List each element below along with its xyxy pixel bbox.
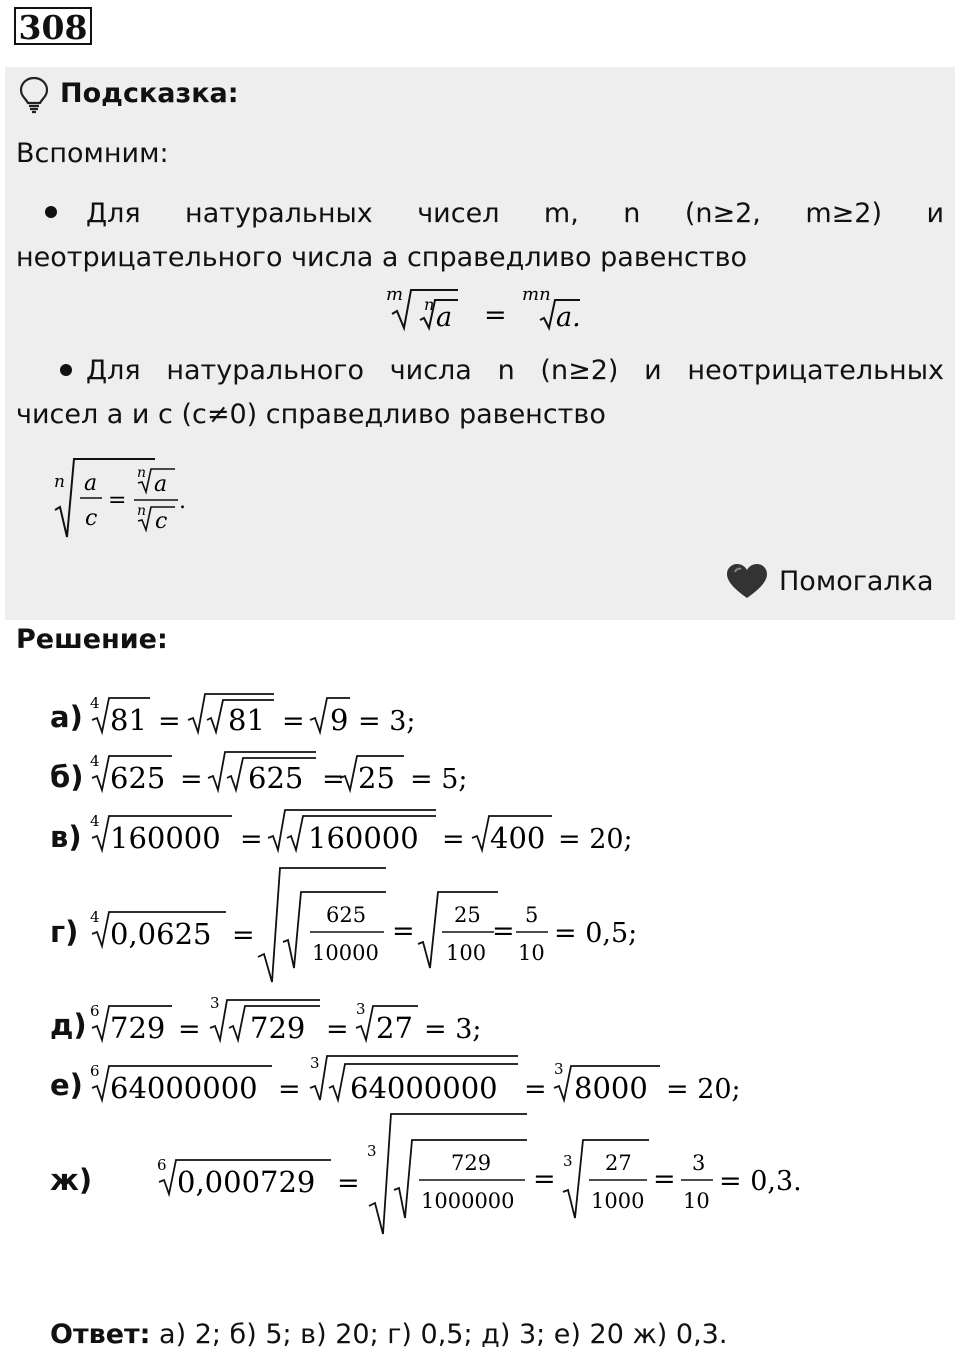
formula-nested-root	[380, 280, 620, 336]
svg-text:729: 729	[451, 1151, 492, 1175]
svg-text:n: n	[424, 295, 435, 314]
svg-text:10: 10	[683, 1189, 710, 1213]
svg-text:= 20;: = 20;	[666, 1074, 741, 1105]
svg-text:n: n	[137, 465, 147, 481]
item-label: б)	[50, 760, 84, 794]
svg-text:= 3;: = 3;	[424, 1014, 482, 1045]
svg-text:c: c	[155, 509, 168, 534]
solution-item-e	[50, 1068, 83, 1102]
hint-title: Подсказка:	[60, 78, 239, 109]
svg-text:mn: mn	[522, 284, 551, 305]
svg-text:160000: 160000	[110, 821, 221, 855]
svg-text:4: 4	[90, 812, 100, 830]
solution-item-zh	[50, 1163, 92, 1197]
problem-number: 308	[14, 7, 92, 45]
svg-text:3: 3	[563, 1152, 573, 1170]
svg-text:n: n	[54, 472, 65, 492]
svg-text:a.: a.	[556, 302, 581, 333]
svg-text:160000: 160000	[308, 821, 419, 855]
svg-text:27: 27	[605, 1151, 632, 1175]
svg-text:=: =	[653, 1164, 676, 1195]
svg-text:= 0,5;: = 0,5;	[554, 918, 638, 949]
svg-text:81: 81	[110, 703, 147, 737]
item-label: д)	[50, 1008, 87, 1042]
svg-text:0,000729: 0,000729	[177, 1165, 316, 1199]
heart-icon	[726, 563, 768, 601]
svg-text:27: 27	[376, 1011, 413, 1045]
svg-text:81: 81	[228, 703, 265, 737]
svg-text:9: 9	[330, 703, 349, 737]
answer	[50, 1319, 727, 1350]
solution-formula-g	[88, 862, 648, 986]
hint-intro: Вспомним:	[16, 138, 169, 169]
item-label: ж)	[50, 1163, 93, 1197]
svg-text:25: 25	[358, 761, 395, 795]
svg-text:=: =	[180, 764, 203, 795]
svg-text:.: .	[179, 489, 186, 514]
svg-text:=: =	[524, 1074, 547, 1105]
svg-text:729: 729	[250, 1011, 306, 1045]
svg-text:100: 100	[446, 941, 487, 965]
formula-fraction-root	[50, 455, 210, 545]
svg-text:3: 3	[356, 1000, 366, 1018]
svg-text:729: 729	[110, 1011, 166, 1045]
svg-text:=: =	[484, 300, 507, 331]
svg-text:=: =	[337, 1168, 360, 1199]
solution-formula-a	[88, 690, 428, 738]
item-label: е)	[50, 1068, 83, 1102]
rule2-line2: чисел a и c (c≠0) справедливо равенство	[16, 399, 606, 430]
item-label: в)	[50, 820, 82, 854]
svg-text:=: =	[108, 488, 127, 513]
svg-text:=: =	[278, 1074, 301, 1105]
svg-text:10: 10	[518, 941, 545, 965]
svg-text:64000000: 64000000	[110, 1071, 258, 1105]
svg-text:625: 625	[110, 761, 166, 795]
solution-title: Решение:	[16, 624, 168, 655]
bullet-icon	[60, 364, 72, 376]
svg-text:=: =	[232, 920, 255, 951]
solution-item-v	[50, 820, 82, 854]
answer-text: а) 2; б) 5; в) 20; г) 0,5; д) 3; е) 20 ж) 0,3.	[150, 1319, 728, 1350]
solution-formula-d	[88, 994, 508, 1046]
solution-formula-b	[88, 748, 488, 796]
item-label: а)	[50, 700, 83, 734]
svg-text:6: 6	[90, 1002, 100, 1020]
svg-text:400: 400	[490, 821, 546, 855]
svg-text:6: 6	[157, 1156, 167, 1174]
svg-text:3: 3	[554, 1060, 564, 1078]
svg-text:6: 6	[90, 1062, 100, 1080]
rule2-line1: Для натурального числа n (n≥2) и неотрицательных	[86, 355, 944, 386]
svg-text:=: =	[326, 1014, 349, 1045]
solution-formula-v	[88, 806, 648, 856]
svg-text:= 20;: = 20;	[558, 824, 633, 855]
solution-formula-e	[88, 1050, 748, 1106]
svg-text:10000: 10000	[312, 941, 379, 965]
svg-text:625: 625	[326, 903, 367, 927]
svg-text:m: m	[386, 284, 404, 305]
svg-text:=: =	[442, 824, 465, 855]
svg-text:625: 625	[248, 761, 304, 795]
item-label: г)	[50, 915, 79, 949]
svg-text:a: a	[154, 472, 168, 497]
svg-text:n: n	[137, 503, 147, 519]
svg-text:3: 3	[310, 1054, 320, 1072]
svg-text:3: 3	[210, 994, 220, 1012]
svg-text:c: c	[85, 506, 98, 531]
svg-text:1000: 1000	[591, 1189, 645, 1213]
solution-formula-zh	[155, 1108, 815, 1238]
svg-text:= 3;: = 3;	[358, 706, 416, 737]
svg-text:=: =	[492, 916, 515, 947]
svg-text:a: a	[436, 302, 453, 333]
svg-text:3: 3	[692, 1151, 706, 1175]
svg-text:4: 4	[90, 694, 100, 712]
svg-text:a: a	[84, 471, 98, 496]
svg-text:=: =	[158, 706, 181, 737]
svg-text:=: =	[533, 1164, 556, 1195]
answer-label: Ответ:	[50, 1319, 151, 1350]
lightbulb-icon	[18, 76, 50, 114]
svg-text:25: 25	[454, 903, 481, 927]
solution-item-d	[50, 1008, 87, 1042]
svg-text:8000: 8000	[574, 1071, 648, 1105]
svg-text:=: =	[282, 706, 305, 737]
solution-item-g	[50, 915, 78, 949]
rule1-line2: неотрицательного числа a справедливо равенство	[16, 242, 748, 273]
solution-item-a	[50, 700, 83, 734]
svg-text:= 5;: = 5;	[410, 764, 468, 795]
solution-item-b	[50, 760, 84, 794]
svg-text:=: =	[178, 1014, 201, 1045]
svg-text:=: =	[392, 916, 415, 947]
hint-source: Помогалка	[779, 566, 934, 597]
svg-text:4: 4	[90, 908, 100, 926]
rule1-line1: Для натуральных чисел m, n (n≥2, m≥2) и	[86, 198, 944, 229]
bullet-icon	[45, 206, 57, 218]
svg-text:=: =	[240, 824, 263, 855]
svg-text:= 0,3.: = 0,3.	[719, 1166, 802, 1197]
svg-text:5: 5	[525, 903, 539, 927]
svg-text:=: =	[322, 764, 345, 795]
svg-text:3: 3	[367, 1142, 377, 1160]
svg-text:0,0625: 0,0625	[110, 917, 212, 951]
svg-text:1000000: 1000000	[421, 1189, 515, 1213]
svg-text:4: 4	[90, 752, 100, 770]
svg-text:64000000: 64000000	[350, 1071, 498, 1105]
